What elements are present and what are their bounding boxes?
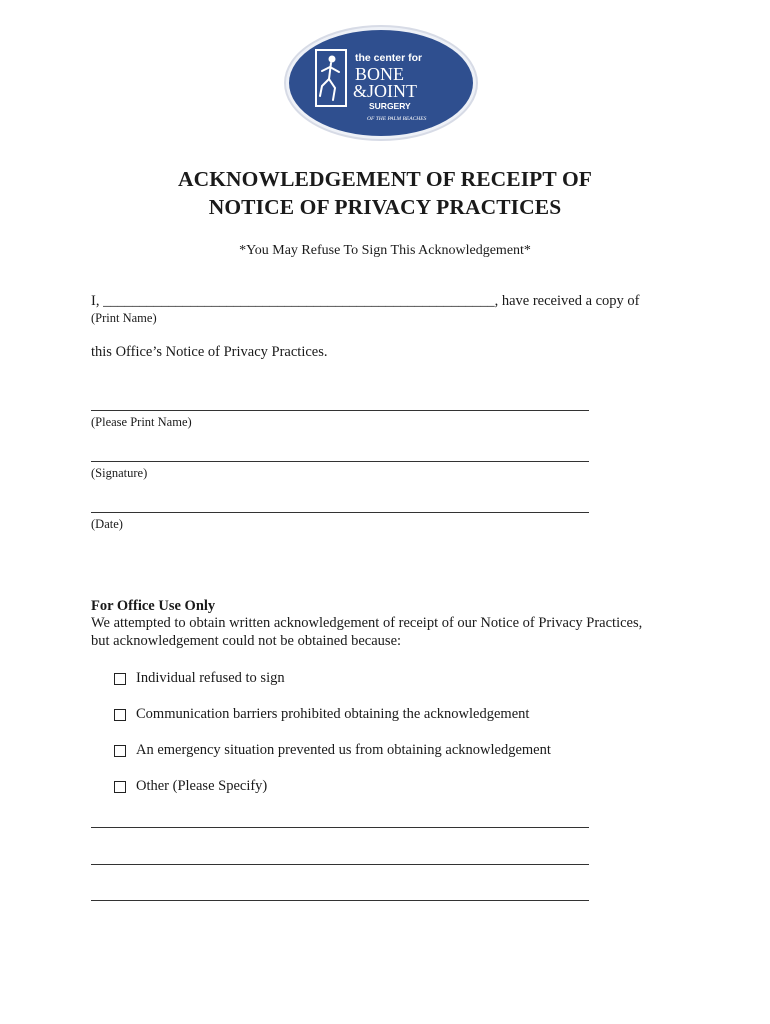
svg-text:the center for: the center for	[355, 52, 423, 64]
other-specify-line-1[interactable]	[91, 827, 589, 828]
other-specify-line-3[interactable]	[91, 900, 589, 901]
refuse-note: *You May Refuse To Sign This Acknowledgement*	[239, 243, 531, 258]
receipt-suffix: , have received a copy of	[494, 293, 640, 309]
svg-text:&JOINT: &JOINT	[353, 81, 417, 101]
svg-text:SURGERY: SURGERY	[369, 101, 411, 111]
option-emergency[interactable]	[114, 742, 551, 759]
option-refused-label: Individual refused to sign	[136, 670, 285, 686]
checkbox-other[interactable]	[114, 781, 126, 793]
office-use-text-2: but acknowledgement could not be obtained because:	[91, 633, 402, 649]
document-title-line-1: ACKNOWLEDGEMENT OF RECEIPT OF	[177, 167, 593, 191]
svg-text:BONE: BONE	[355, 64, 404, 84]
signature-label: (Signature)	[91, 466, 148, 480]
option-refused[interactable]	[114, 670, 285, 687]
print-name-label: (Print Name)	[91, 311, 157, 325]
receipt-continuation: this Office’s Notice of Privacy Practices.	[91, 344, 328, 360]
option-communication-label: Communication barriers prohibited obtaining the acknowledgement	[136, 706, 530, 722]
date-label: (Date)	[91, 517, 123, 531]
please-print-name-line[interactable]	[91, 410, 589, 411]
office-use-heading: For Office Use Only	[91, 598, 216, 614]
print-name-blank[interactable]: ______________________________________________________	[103, 293, 495, 309]
checkbox-emergency[interactable]	[114, 745, 126, 757]
document-title-line-2: NOTICE OF PRIVACY PRACTICES	[208, 195, 562, 219]
date-line[interactable]	[91, 512, 589, 513]
option-communication[interactable]	[114, 706, 529, 723]
receipt-prefix: I,	[91, 293, 100, 309]
checkbox-communication[interactable]	[114, 709, 126, 721]
office-use-text-1: We attempted to obtain written acknowledgement of receipt of our Notice of Privacy Practices,	[91, 615, 643, 631]
signature-line[interactable]	[91, 461, 589, 462]
option-other[interactable]	[114, 778, 267, 795]
other-specify-line-2[interactable]	[91, 864, 589, 865]
please-print-name-label: (Please Print Name)	[91, 415, 192, 429]
option-other-label: Other (Please Specify)	[136, 778, 268, 794]
svg-text:OF THE PALM BEACHES: OF THE PALM BEACHES	[367, 116, 427, 122]
option-emergency-label: An emergency situation prevented us from obtaining acknowledgement	[136, 742, 551, 758]
checkbox-refused[interactable]	[114, 673, 126, 685]
bone-joint-logo	[283, 24, 479, 142]
receipt-sentence	[91, 293, 640, 310]
